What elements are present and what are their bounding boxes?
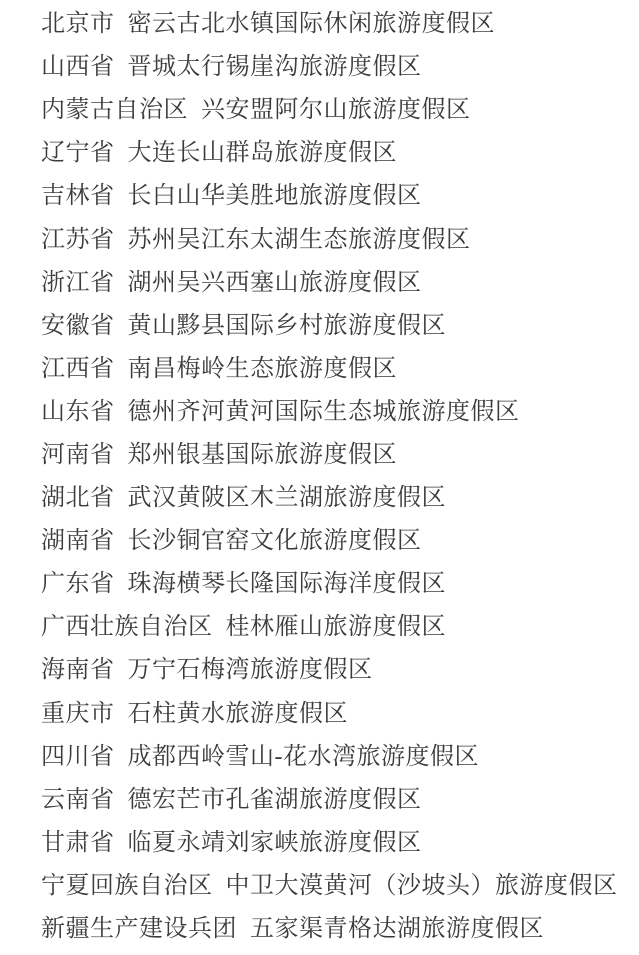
resort-list-item xyxy=(41,645,639,688)
resort-label: 长白山华美胜地旅游度假区 xyxy=(127,183,422,210)
resort-list-item xyxy=(41,0,639,42)
resort-label: 密云古北水镇国际休闲旅游度假区 xyxy=(127,11,495,38)
region-label: 吉林省 xyxy=(41,183,115,210)
resort-label: 兴安盟阿尔山旅游度假区 xyxy=(201,97,471,124)
resort-list-item xyxy=(41,559,639,602)
region-label: 广西壮族自治区 xyxy=(41,614,213,641)
resort-label: 桂林雁山旅游度假区 xyxy=(225,614,446,641)
resort-list-item xyxy=(41,214,639,257)
resort-label: 珠海横琴长隆国际海洋度假区 xyxy=(127,571,446,598)
region-label: 山西省 xyxy=(41,54,115,81)
region-label: 河南省 xyxy=(41,441,115,468)
region-label: 甘肃省 xyxy=(41,829,115,856)
region-label: 宁夏回族自治区 xyxy=(41,872,213,899)
region-label: 浙江省 xyxy=(41,269,115,296)
region-label: 云南省 xyxy=(41,786,115,813)
resort-label: 德州齐河黄河国际生态城旅游度假区 xyxy=(127,398,520,425)
region-label: 新疆生产建设兵团 xyxy=(41,916,237,943)
region-label: 四川省 xyxy=(41,743,115,770)
resort-label: 大连长山群岛旅游度假区 xyxy=(127,140,397,167)
resort-label: 郑州银基国际旅游度假区 xyxy=(127,441,397,468)
resort-list-item xyxy=(41,732,639,775)
resort-list-item xyxy=(41,775,639,818)
resort-list-item xyxy=(41,301,639,344)
resort-label: 五家渠青格达湖旅游度假区 xyxy=(250,916,544,943)
resort-list-item xyxy=(41,516,639,559)
resort-list-item xyxy=(41,430,639,473)
resort-label: 石柱黄水旅游度假区 xyxy=(127,700,348,727)
region-label: 广东省 xyxy=(41,571,115,598)
resort-label: 中卫大漠黄河（沙坡头）旅游度假区 xyxy=(225,872,618,899)
region-label: 江苏省 xyxy=(41,226,115,253)
region-label: 辽宁省 xyxy=(41,140,115,167)
resort-label: 德宏芒市孔雀湖旅游度假区 xyxy=(127,786,422,813)
region-label: 湖北省 xyxy=(41,485,115,512)
resort-list-item xyxy=(41,171,639,214)
resort-label: 万宁石梅湾旅游度假区 xyxy=(127,657,373,684)
region-label: 北京市 xyxy=(41,11,115,38)
resort-list-item xyxy=(41,258,639,301)
region-label: 重庆市 xyxy=(41,700,115,727)
resort-list-item xyxy=(41,128,639,171)
resort-label: 临夏永靖刘家峡旅游度假区 xyxy=(127,829,422,856)
region-label: 安徽省 xyxy=(41,312,115,339)
resort-label: 湖州吴兴西塞山旅游度假区 xyxy=(127,269,422,296)
resort-list-item xyxy=(41,861,639,904)
resort-label: 成都西岭雪山-花水湾旅游度假区 xyxy=(127,743,479,770)
resort-list-item xyxy=(41,689,639,732)
resort-list-item xyxy=(41,344,639,387)
region-label: 海南省 xyxy=(41,657,115,684)
resort-list-item xyxy=(41,473,639,516)
resort-list-item xyxy=(41,85,639,128)
resort-label: 长沙铜官窑文化旅游度假区 xyxy=(127,528,422,555)
resort-label: 武汉黄陂区木兰湖旅游度假区 xyxy=(127,485,446,512)
resort-list-item xyxy=(41,602,639,645)
region-label: 内蒙古自治区 xyxy=(41,97,188,124)
resort-label: 苏州吴江东太湖生态旅游度假区 xyxy=(127,226,471,253)
resort-list-item xyxy=(41,904,639,947)
region-label: 山东省 xyxy=(41,398,115,425)
resort-list-item xyxy=(41,42,639,85)
region-label: 江西省 xyxy=(41,355,115,382)
resort-label: 黄山黟县国际乡村旅游度假区 xyxy=(127,312,446,339)
resort-label: 南昌梅岭生态旅游度假区 xyxy=(127,355,397,382)
resort-list-item xyxy=(41,818,639,861)
resort-label: 晋城太行锡崖沟旅游度假区 xyxy=(127,54,422,81)
resort-list-item xyxy=(41,387,639,430)
region-label: 湖南省 xyxy=(41,528,115,555)
resort-list xyxy=(41,0,639,947)
